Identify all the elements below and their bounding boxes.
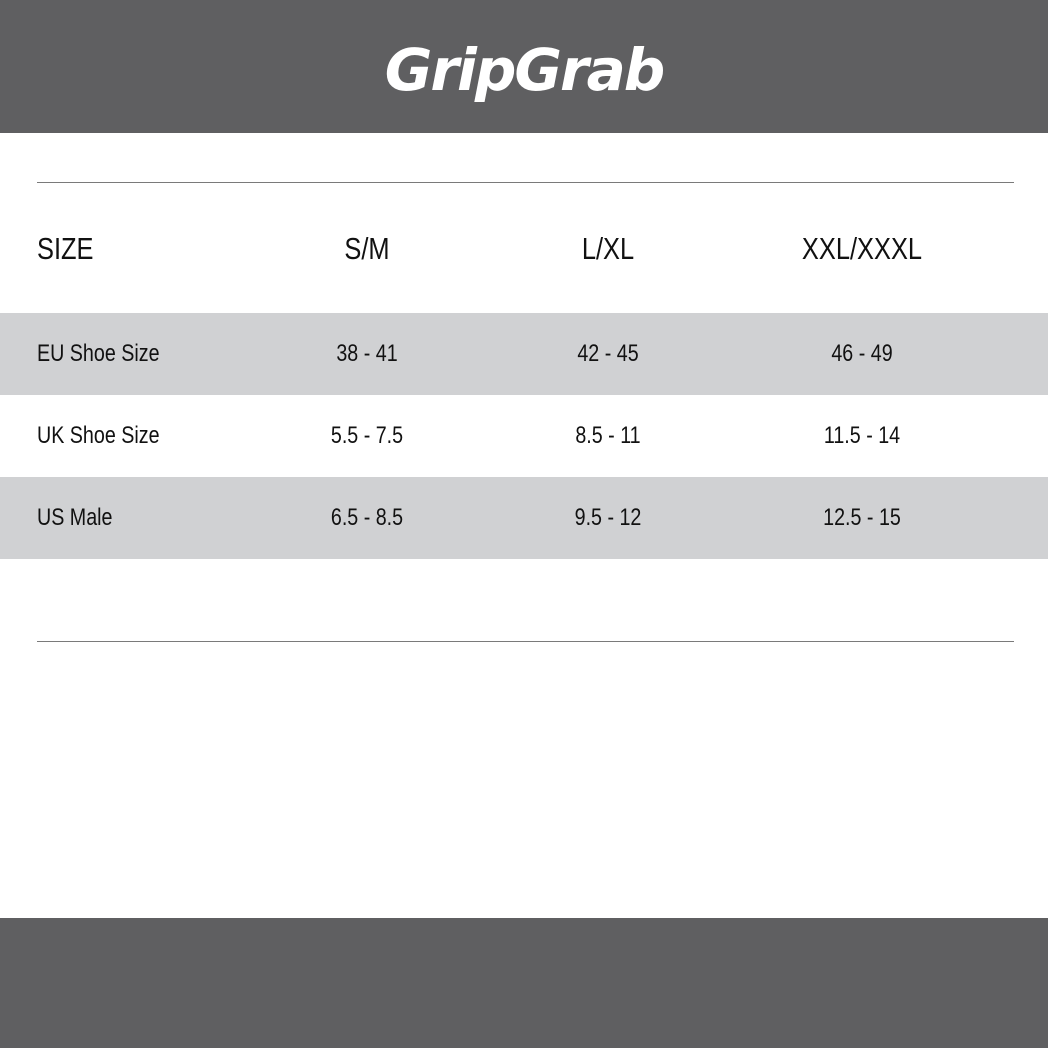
gripgrab-logo: GripGrab <box>384 36 664 104</box>
row-label-us: US Male <box>37 504 113 531</box>
cell-uk-s-m: 5.5 - 7.5 <box>330 422 404 449</box>
table-row-us <box>0 477 1048 559</box>
table-header-row <box>0 208 1048 290</box>
brand-header-bar <box>0 0 1048 133</box>
cell-uk-l-xl: 8.5 - 11 <box>575 422 641 449</box>
footer-bar <box>0 918 1048 1048</box>
bottom-divider <box>37 641 1014 642</box>
cell-uk-xxl-xxxl: 11.5 - 14 <box>823 422 901 449</box>
cell-eu-xxl-xxxl: 46 - 49 <box>831 340 893 367</box>
header-size: SIZE <box>37 231 94 266</box>
header-xxl-xxxl: XXL/XXXL <box>801 231 923 266</box>
row-label-eu: EU Shoe Size <box>37 340 160 367</box>
row-label-uk: UK Shoe Size <box>37 422 160 449</box>
cell-us-s-m: 6.5 - 8.5 <box>330 504 404 531</box>
cell-eu-l-xl: 42 - 45 <box>577 340 639 367</box>
header-s-m: S/M <box>344 231 390 266</box>
cell-us-l-xl: 9.5 - 12 <box>574 504 642 531</box>
top-divider <box>37 182 1014 183</box>
cell-eu-s-m: 38 - 41 <box>336 340 398 367</box>
table-row-uk <box>0 395 1048 477</box>
table-row-eu <box>0 313 1048 395</box>
cell-us-xxl-xxxl: 12.5 - 15 <box>823 504 901 531</box>
header-l-xl: L/XL <box>581 231 635 266</box>
